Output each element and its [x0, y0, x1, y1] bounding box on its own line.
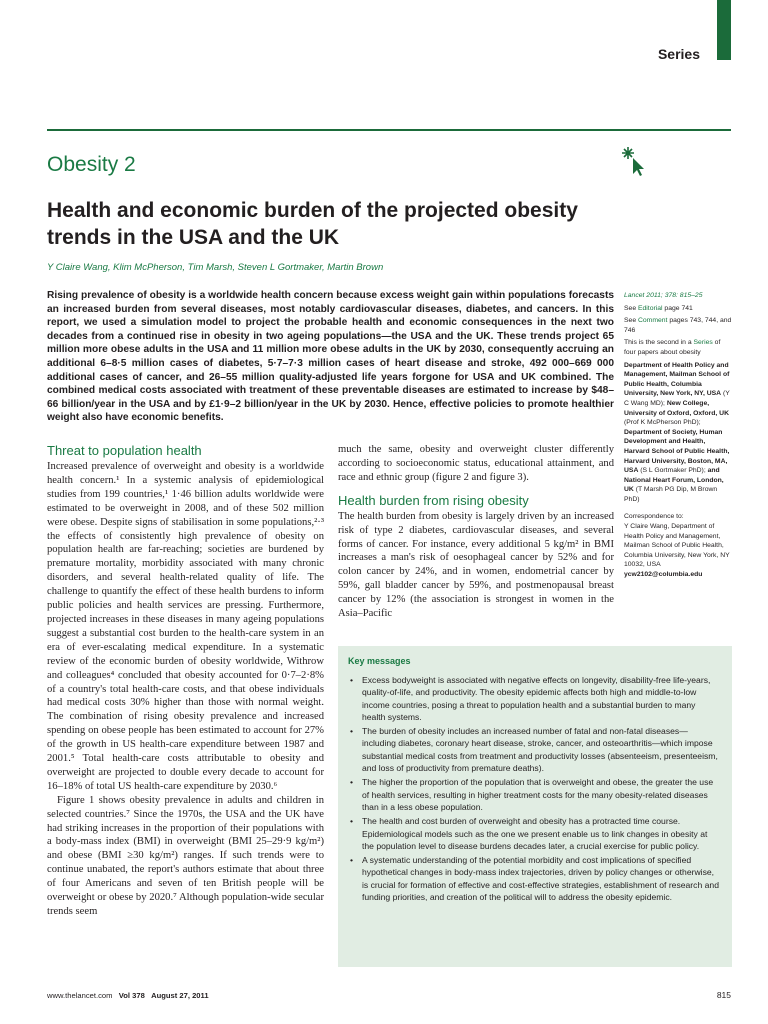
footer-citation: [47, 991, 209, 1000]
burden-heading: Health burden from rising obesity: [338, 492, 529, 508]
list-item: • The higher the proportion of the population that is overweight and obese, the greater the use of health services, resulting in higher treatment costs for the many obesity-related diseases than in a less obese population.: [350, 777, 714, 812]
footer-date: August 27, 2011: [151, 991, 209, 1000]
burden-paragraph-1: The health burden from obesity is largely driven by an increased risk of type 2 diabetes, cardiovascular diseases, and several forms of cancer. For instance, every additional 5 kg/m² in BMI increases a man's risk of oesophageal cancer by 52% and for colon cancer by 24%, and in women, endometrial cancer by 59%, gall bladder cancer by 59%, and postmenopausal breast cancer by 12% (the association is strongest in women in the Asia–Pacific: [338, 510, 614, 620]
col2-paragraph-1: much the same, obesity and overweight cluster differently according to socioeconomic status, educational attainment, and race and ethnic group (figure 2 and figure 3).: [338, 444, 614, 483]
threat-paragraph-1: Increased prevalence of overweight and obesity is a worldwide health concern.¹ In a systemic analysis of epidemiological studies from 199 countries,¹ 1·46 billion adults worldwide were estimated to be overweight in 2008, and of these 502 million were obese. Despite signs of stabilisation in some populations,²·³ the effects of consistently high prevalence of obesity on population health are far-reaching; societies are burdened by premature mortality, morbidity associated with many chronic disorders, and several health-related quality of life. The challenge to quantify the effect of these health burdens to inform public policies and health services are pressing. Furthermore, projected increases in these diseases in many ageing populations suggest a substantial cost burden to the health-care system in an era of ever-escalating medical expenditure. In a systematic review of the economic burden of obesity worldwide, Withrow and colleagues⁴ concluded that obesity accounted for 0·7–2·8% of a country's total health-care costs, and that obese individuals had medical costs 30% higher than those with normal weight. The combination of rising obesity prevalence and increased spending on obese people has been estimated to account for 27% of the growth in US health-care expenditure between 1987 and 2001.⁵ Total health-care costs attributable to obesity and overweight are projected to double every decade to account for 16–18% of total US health-care expenditure by 2030.⁶: [47, 461, 324, 792]
correspondence: Correspondence to: Y Claire Wang, Department of Health Policy and Management, Mailman School of Public Health, Columbia University, New York, NY 10032, USA ycw2102@columbia.edu: [624, 513, 730, 579]
citation: Lancet 2011; 378: 815–25: [624, 292, 703, 299]
footer-volume: Vol 378: [118, 991, 145, 1000]
series-note: This is the second in a Series of four papers about obesity: [624, 339, 721, 356]
key-messages-list: [348, 674, 720, 903]
see-editorial: See Editorial page 741: [624, 304, 693, 312]
corr-email[interactable]: ycw2102@columbia.edu: [624, 571, 703, 579]
key-messages-box: [338, 646, 732, 967]
author-list: Y Claire Wang, Klim McPherson, Tim Marsh, Steven L Gortmaker, Martin Brown: [47, 262, 384, 273]
list-item: • The burden of obesity includes an increased number of fatal and non-fatal diseases—including diabetes, coronary heart disease, stroke, cancer, and osteoarthritis—which impose substantial medical costs from treatment and productivity losses (absenteeism, presenteeism, and loss of productivity from premature deaths).: [350, 726, 718, 774]
abstract: Rising prevalence of obesity is a worldwide health concern because excess weight gain within populations forecasts an increased burden from several diseases, most notably cardiovascular diseases, diabetes, and cancers. In this report, we used a simulation model to project the probable health and economic consequences in the next two decades from a continued rise in obesity in two ageing populations—the USA and the UK. These trends project 65 million more obese adults in the USA and 11 million more obese adults in the UK by 2030, consequently accruing an additional 6–8·5 million cases of diabetes, 5·7–7·3 million cases of heart disease and stroke, 492 000–669 000 additional cases of cancer, and 26–55 million quality-adjusted life years forgone for USA and UK combined. The combined medical costs associated with treatment of these preventable diseases are estimated to increase by $48–66 billion/year in the USA and by £1·9–2 billion/year in the UK by 2030. Hence, effective policies to promote healthier weight also have economic benefits.: [47, 290, 614, 424]
page-number: 815: [716, 990, 731, 1000]
body-column-2: [338, 443, 614, 621]
article-title: Health and economic burden of the projected obesity trends in the USA and the UK: [47, 199, 578, 249]
key-messages-title: Key messages: [348, 656, 411, 666]
series-label: Series: [657, 46, 700, 62]
threat-paragraph-2: Figure 1 shows obesity prevalence in adults and children in selected countries.⁷ Since the 1970s, the USA and the UK have had striking increases in the proportion of their populations with a body-mass index (BMI) in overweight (BMI 25–29·9 kg/m²) and obese (BMI ≥30 kg/m²) ranges. If such trends were to continue unabated, the report's authors estimate that about three of four Americans and seven of ten British people will be overweight or obese by 2020.⁷ Although population-wide secular trends seem: [47, 794, 324, 917]
list-item: • Excess bodyweight is associated with negative effects on longevity, disability-free life-years, quality-of-life, and productivity. The obesity epidemic affects both high and middle-to-low income countries, posing a threat to population health and a substantial burden to many health systems.: [350, 675, 711, 722]
affiliations: Department of Health Policy and Management, Mailman School of Public Health, Columbia University, New York, NY, USA (Y C Wang MD); New College, University of Oxford, Oxford, UK (Prof K McPherson PhD); Department of Society, Human Development and Health, Harvard School of Public Health, Harvard University, Boston, MA, USA (S L Gortmaker PhD); and National Heart Forum, London, UK (T Marsh PG Dip, M Brown PhD): [624, 361, 730, 503]
crossmark-icon[interactable]: [620, 146, 646, 176]
list-item: • A systematic understanding of the potential morbidity and cost implications of specified hypothetical changes in body-mass index trajectories, driven by policy changes or otherwise, is crucial for formation of effective and cost-effective strategies, establishment of research and funding priorities, and creation of the political will to address the obesity epidemic.: [350, 855, 719, 903]
editorial-link[interactable]: Editorial: [637, 304, 663, 312]
list-item: • The health and cost burden of overweight and obesity has a protracted time course. Epidemiological models such as the one we present enable us to link changes in obesity at the population level to disease burdens decades later, a crucial exercise for public policy.: [350, 816, 708, 851]
footer-site[interactable]: www.thelancet.com: [47, 991, 113, 1000]
see-comment: See Comment pages 743, 744, and 746: [624, 317, 732, 334]
threat-heading: Threat to population health: [47, 443, 202, 458]
body-column-1: [47, 443, 324, 919]
series-link[interactable]: Series: [693, 339, 713, 347]
header-rule: [47, 129, 731, 131]
comment-link[interactable]: Comment: [637, 317, 668, 325]
series-color-tab: [717, 0, 731, 60]
sidebar-notes: [624, 291, 732, 583]
section-title: Obesity 2: [47, 153, 136, 176]
